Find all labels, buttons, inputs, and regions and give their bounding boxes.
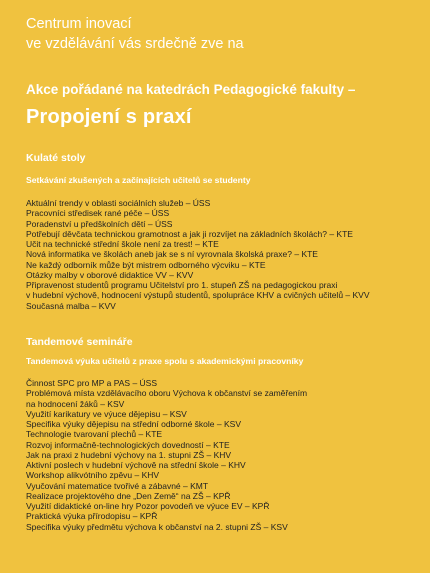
- list-item: Vyučování matematice tvořivé a zábavné – KMT: [26, 480, 209, 491]
- list-item: Aktivní poslech v hudební výchově na střední škole – KHV: [26, 460, 246, 470]
- intro-text: [26, 14, 244, 54]
- intro-line-1: Centrum inovací: [26, 16, 132, 32]
- list-item: Využití karikatury ve výuce dějepisu – KSV: [26, 408, 187, 419]
- list-item: Činnost SPC pro MP a PAS – ÚSS: [26, 378, 158, 388]
- list-item: Technologie tvarovaní plechů – KTE: [26, 429, 163, 440]
- list-item: v hudební výchově, hodnocení výstupů studentů, spolupráce KHV a cvičných učitelů – KVV: [26, 290, 370, 301]
- list-item: Ne každý odborník může být mistrem odborného výcviku – KTE: [26, 259, 266, 270]
- list-item: Současná malba – KVV: [26, 300, 116, 311]
- list-item: Problémová místa vzdělávacího oboru Výchova k občanství se zaměřením: [26, 388, 308, 399]
- round-tables-list: [26, 198, 424, 311]
- list-item: Využití didaktické on-line hry Pozor povodeň ve výuce EV – KPŘ: [26, 501, 270, 511]
- list-item: Rozvoj informačně-technologických dovedností – KTE: [26, 439, 230, 450]
- section-title-round-tables: Kulaté stoly: [26, 152, 86, 164]
- section-title-tandem-seminars: Tandemové semináře: [26, 336, 133, 348]
- list-item: Otázky malby v oborové didaktice VV – KVV: [26, 269, 194, 280]
- intro-line-2: ve vzdělávání vás srdečně zve na: [26, 36, 244, 52]
- list-item: Potřebují děvčata technickou gramotnost a jak ji rozvíjet na základních školách? – KTE: [26, 228, 353, 239]
- event-title: Propojení s praxí: [26, 106, 192, 128]
- list-item: na hodnocení žáků – KSV: [26, 398, 125, 409]
- tandem-seminars-list: [26, 378, 424, 532]
- event-heading: Akce pořádané na katedrách Pedagogické fakulty –: [26, 82, 356, 97]
- list-item: Specifika výuky předmětu výchova k občanství na 2. stupni ZŠ – KSV: [26, 521, 288, 532]
- list-item: Poradenství u předškolních dětí – ÚSS: [26, 218, 173, 229]
- list-item: Praktická výuka přírodopisu – KPŘ: [26, 511, 158, 522]
- list-item: Učit na technické střední škole není za trest! – KTE: [26, 239, 219, 249]
- list-item: Specifika výuky dějepisu na střední odborné škole – KSV: [26, 419, 241, 429]
- list-item: Nová informatika ve školách aneb jak se s ní vyrovnala školská praxe? – KTE: [26, 249, 318, 260]
- list-item: Jak na praxi z hudební výchovy na 1. stupni ZŠ – KHV: [26, 449, 232, 460]
- section-subtitle-tandem-seminars: Tandemová výuka učitelů z praxe spolu s akademickými pracovníky: [26, 356, 304, 366]
- list-item: Pracovníci středisek rané péče – ÚSS: [26, 208, 170, 219]
- section-subtitle-round-tables: Setkávání zkušených a začínajících učitelů se studenty: [26, 175, 251, 185]
- list-item: Realizace projektového dne „Den Země“ na ZŠ – KPŘ: [26, 490, 231, 501]
- list-item: Připravenost studentů programu Učitelství pro 1. stupeň ZŠ na pedagogickou praxi: [26, 280, 338, 290]
- list-item: Workshop alikvótního zpěvu – KHV: [26, 470, 160, 481]
- list-item: Aktuální trendy v oblasti sociálních služeb – ÚSS: [26, 198, 211, 208]
